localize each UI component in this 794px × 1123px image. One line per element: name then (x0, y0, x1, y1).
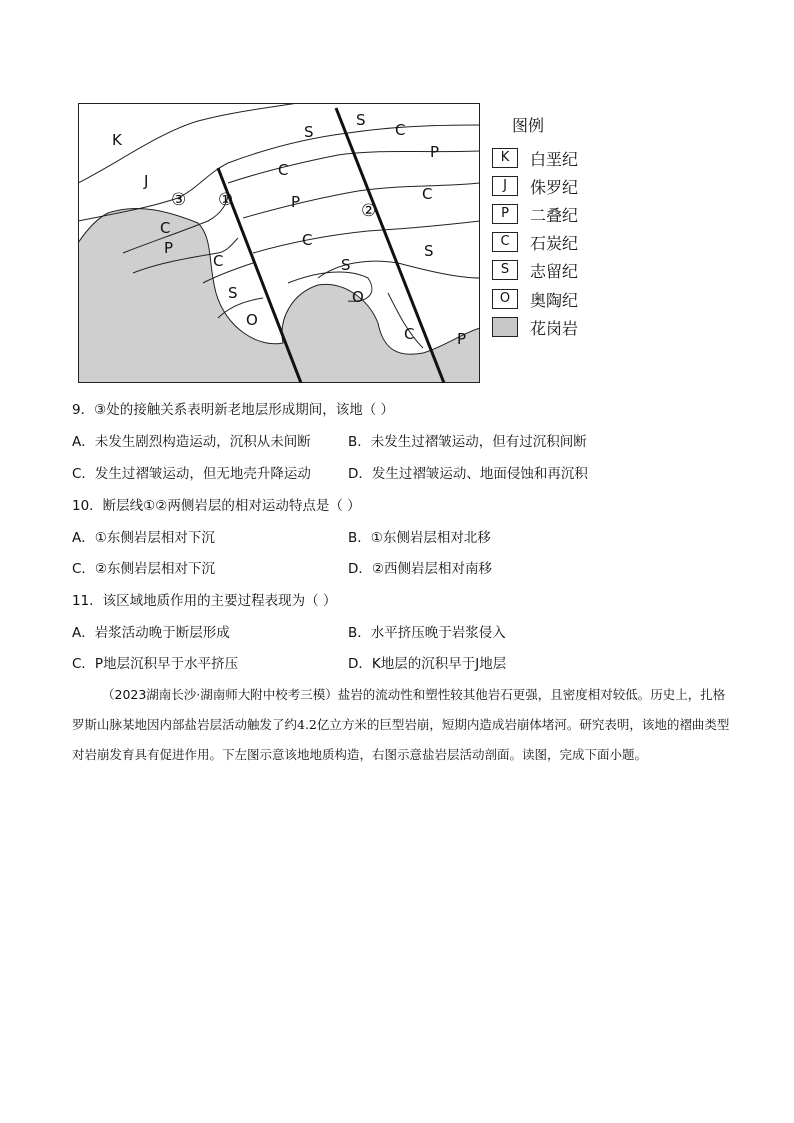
stratum-label: S (304, 123, 314, 141)
legend-swatch: K (492, 148, 518, 168)
question-11-option-b[interactable]: B．水平挤压晚于岩浆侵入 (348, 625, 506, 641)
legend-item-j (492, 175, 578, 197)
stratum-label: S (356, 111, 366, 129)
stratum-label: S (228, 284, 238, 302)
legend-label: 白垩纪 (530, 149, 579, 169)
legend-label: 花岗岩 (530, 318, 579, 338)
legend-swatch: S (492, 260, 518, 280)
question-9-stem: 9．③处的接触关系表明新老地层形成期间，该地（ ） (72, 402, 394, 418)
legend-item-p (492, 203, 578, 225)
legend-label: 石炭纪 (530, 233, 579, 253)
question-10-option-c[interactable]: C．②东侧岩层相对下沉 (72, 561, 216, 577)
stratum-label: C (160, 219, 171, 237)
marker-1: ① (218, 190, 234, 210)
stratum-label: S (341, 256, 351, 274)
stratum-label: C (395, 121, 406, 139)
legend-swatch: P (492, 204, 518, 224)
stratum-label: C (404, 325, 415, 343)
legend-item-k (492, 147, 578, 169)
legend-swatch: C (492, 232, 518, 252)
question-10-option-a[interactable]: A．①东侧岩层相对下沉 (72, 530, 215, 546)
stratum-label: K (112, 131, 122, 149)
question-11-option-a[interactable]: A．岩浆活动晚于断层形成 (72, 625, 230, 641)
legend-swatch (492, 317, 518, 337)
legend-label: 侏罗纪 (530, 177, 579, 197)
stratum-label: C (302, 231, 313, 249)
question-10-option-b[interactable]: B．①东侧岩层相对北移 (348, 530, 491, 546)
stratum-label: O (352, 288, 364, 306)
question-10-stem: 10．断层线①②两侧岩层的相对运动特点是（ ） (72, 498, 361, 514)
legend-item-s (492, 259, 578, 281)
question-9-option-d[interactable]: D．发生过褶皱运动、地面侵蚀和再沉积 (348, 466, 588, 482)
legend-item-granite (492, 316, 578, 338)
stratum-label: P (291, 193, 301, 211)
question-9-option-a[interactable]: A．未发生剧烈构造运动，沉积从未间断 (72, 434, 311, 450)
stratum-label: P (457, 330, 467, 348)
question-9-option-b[interactable]: B．未发生过褶皱运动，但有过沉积间断 (348, 434, 587, 450)
stratum-label: J (144, 172, 149, 190)
passage-source: （2023湖南长沙·湖南师大附中校考三模） (102, 687, 338, 702)
legend-item-c (492, 231, 578, 253)
stratum-label: C (213, 252, 224, 270)
stratum-label: C (422, 185, 433, 203)
legend-label: 志留纪 (530, 261, 579, 281)
question-10-option-d[interactable]: D．②西侧岩层相对南移 (348, 561, 492, 577)
passage-text: 盐岩的流动性和塑性较其他岩石更强，且密度相对较低。历史上，扎格罗斯山脉某地因内部盐岩层活动触发了约4.2亿立方米的巨型岩崩，短期内造成岩崩体堵河。研究表明，该地的褶曲类型对岩崩发育具有促进作用。下左图示意该地地质构造，右图示意盐岩层活动剖面。读图，完成下面小题。 (72, 687, 730, 762)
granite-area (78, 208, 480, 383)
legend-label: 奥陶纪 (530, 290, 579, 310)
stratum-label: S (424, 242, 434, 260)
question-11-option-d[interactable]: D．K地层的沉积早于J地层 (348, 656, 507, 672)
reading-passage (72, 680, 732, 770)
stratum-label: P (164, 239, 174, 257)
legend-swatch: O (492, 289, 518, 309)
stratum-label: P (430, 143, 440, 161)
question-11-stem: 11．该区域地质作用的主要过程表现为（ ） (72, 593, 337, 609)
boundary-mid-3 (253, 221, 480, 253)
question-11-option-c[interactable]: C．P地层沉积早于水平挤压 (72, 656, 239, 672)
legend-title: 图例 (512, 116, 545, 135)
legend-swatch: J (492, 176, 518, 196)
question-9-option-c[interactable]: C．发生过褶皱运动，但无地壳升降运动 (72, 466, 311, 482)
stratum-label: C (278, 161, 289, 179)
geologic-map (78, 103, 480, 383)
legend-label: 二叠纪 (530, 205, 579, 225)
marker-3: ③ (171, 190, 187, 210)
legend-item-o (492, 288, 578, 310)
boundary-k-j (78, 103, 298, 183)
marker-2: ② (361, 201, 377, 221)
stratum-label: O (246, 311, 258, 329)
